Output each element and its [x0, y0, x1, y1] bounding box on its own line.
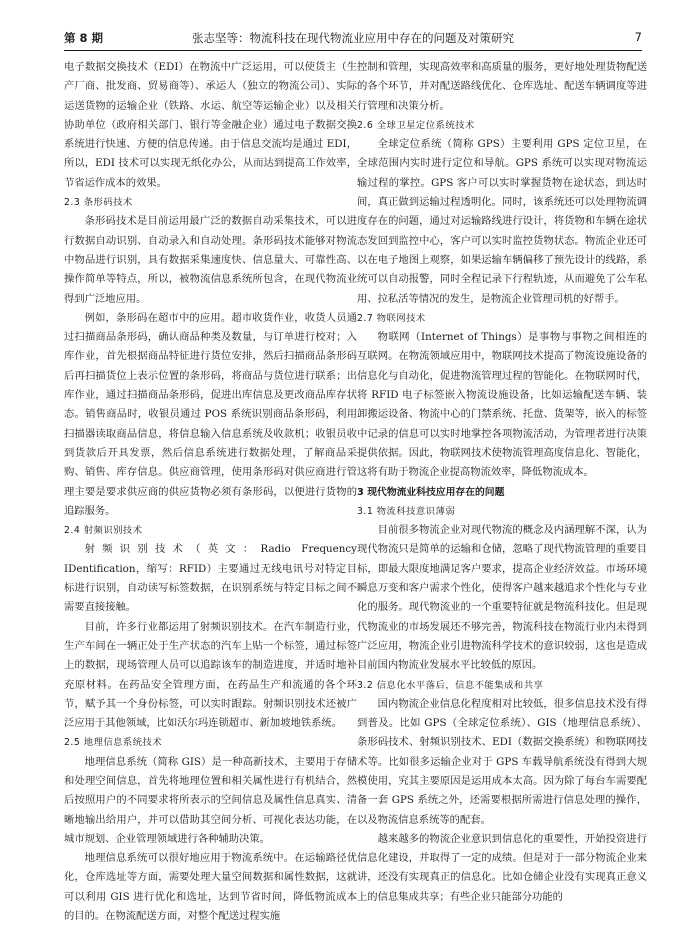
paragraph: 电子数据交换技术（EDI）在物流中广泛运用，可以使货主（生产厂商、批发商、贸易商等）、承运人（独立的物流公司）、实际运送货物的运输企业（铁路、水运、航空等运输企业）以及相关协助单位（政府相关部门、银行等金融企业）通过电子数据交换系统进行快速、方便的信息传递。由于信息交流均是通过 EDI，所以，EDI 技术可以实现无纸化办公，从而达到提高工作效率，节省运作成本的效果。: [64, 61, 357, 189]
right-column: [357, 58, 647, 907]
issue-number: 第 8 期: [64, 31, 104, 45]
paragraph: 国内物流企业信息化程度相对比较低，很多信息技术没有得到普及。比如 GPS（全球定位系统）、GIS（地理信息系统）、条形码技术、射频识别技术、EDI（数据交换系统）和物联网技术等。比如很多运输企业对于 GPS 车载导航系统没有得到大规模使用，究其主要原因是运用成本太高。因为除了每台车需要配备一套 GPS 系统之外，还需要根据所需进行信息处理的操作，以及物流信息系统等的配套。: [357, 697, 647, 826]
paragraph: 越来越多的物流企业意识到信息化的重要性，开始投资进行信息化建设，并取得了一定的成绩。但是对于一部分物流企业来讲，还没有实现真正的信息化。比如仓储企业没有实现真正意义上的信息集成共享；有些企业只能部分功能的: [357, 832, 647, 903]
page-number: 7: [634, 30, 642, 44]
section-heading-2-7: 2.7 物联网技术: [357, 312, 426, 324]
paragraph: 物联网（Internet of Things）是事物与事物之间相连的互联网。在物流领域应用中，物联网技术提高了物流设施设备的信息化与自动化，促进物流管理过程的智能化。在物联网时代，将 RFID 电子标签嵌入物流设施设备，比如运输配送车辆、装卸搬运设备、物流中心的门禁系统、托盘、货架等，嵌入的标签中记录的信息可以实时地掌控各项物流活动，为管理者进行决策提供依据。因此，物联网技术使物流管理高度信息化、智能化，这将有助于物流企业提高物流效率，降低物流成本。: [357, 331, 647, 479]
section-heading-2-3: 2.3 条形码技术: [64, 197, 133, 209]
section-heading-3: 3 现代物流业科技应用存在的问题: [357, 486, 505, 498]
paragraph: 射频识别技术（英文：Radio Frequency IDentification，缩写：RFID）主要通过无线电讯号对特定目标进行识别，自动读写标签数据，在识别系统与特定目标之间不需要直接接触。: [64, 543, 357, 614]
section-heading-2-4: 2.4 射频识别技术: [64, 525, 143, 537]
running-header: [64, 24, 642, 51]
section-heading-3-2: 3.2 信息化水平落后，信息不能集成和共享: [357, 679, 544, 691]
paragraph: 目前很多物流企业对现代物流的概念及内涵理解不深，认为现代物流只是简单的运输和仓储，忽略了现代物流管理的重要目标，即最大限度地满足客户要求，提高企业经济效益。市场环境瞬息万变和客户需求个性化，使得客户越来越追求个性化与专业化的服务。现代物流业的一个重要特征就是物流科技化。但是现代物流业的市场发展还不够完善，物流科技在物流行业内未得到广泛应用，物流企业引进物流科学技术的意识较弱，这也是造成目前国内物流业发展水平比较低的原因。: [357, 524, 647, 672]
paragraph: 地理信息系统可以很好地应用于物流系统中。在运输路径优化，仓库选址等方面，需要处理大量空间数据和属性数据，这就可以利用 GIS 进行优化和选址，达到节省时间，降低物流成本的目的。在物流配送方面，对整个配送过程实施: [64, 852, 357, 923]
paragraph: 条形码技术是目前运用最广泛的数据自动采集技术，可以进行数据自动识别、自动录入和自动处理。条形码技术能够对物流中物品进行识别，具有数据采集速度快、信息量大、可靠性高、操作简单等特点，所以，被物流信息系统所包含，在现代物流业得到广泛地应用。: [64, 215, 357, 305]
section-heading-2-5: 2.5 地理信息系统技术: [64, 737, 163, 749]
paragraph: 地理信息系统（简称 GIS）是一种高新技术，主要用于存储和处理空间信息，首先将地理位置和相关属性进行有机结合，然后按照用户的不同要求将所表示的空间信息及属性信息真实、清晰地输出给用户，并可以借助其空间分析、可视化表达功能，在城市规划、企业管理领域进行各种辅助决策。: [64, 755, 357, 845]
paragraph: 控制和管理，实现高效率和高质量的服务，更好地处理货物配送的各个环节，并对配送路线优化、仓库选址、配送车辆调度等进行管理和决策分析。: [357, 61, 647, 112]
running-title: 张志坚等：物流科技在现代物流业应用中存在的问题及对策研究: [192, 31, 514, 45]
paragraph: 全球定位系统（简称 GPS）主要利用 GPS 定位卫星，在全球范围内实时进行定位和导航。GPS 系统可以实现对物流运输过程的掌控。GPS 客户可以实时掌握货物在途状态，到达时间，真正做到运输过程透明化。同时，该系统还可以处理物流调度存在的问题，通过对运输路线进行设计，将货物和车辆在途状态发回到监控中心，客户可以实时监控货物状态。物流企业还可以在电子地图上观察，如果运输车辆偏移了预先设计的线路，系统可以自动报警，同时全程记录下行程轨迹，从而避免了公车私用、拉私活等情况的发生，是物流企业管理司机的好帮手。: [357, 138, 647, 305]
paragraph: 例如，条形码在超市中的应用。超市收货作业，收货人员通过扫描商品条形码，确认商品种类及数量，与订单进行校对；入库作业，首先根据商品特征进行货位安排，然后扫描商品条形码后再扫描货位上表示位置的条形码，将商品与货位进行联系；出库作业，通过扫描商品条形码，促进出库信息及更改商品库存状态。销售商品时，收银员通过 POS 系统识别商品条形码，利用扫描器读取商品信息，将信息输入信息系统及收款机；收银员收到货款后开具发票，然后信息系统进行数据处理，了解商品采购、销售、库存信息。供应商管理，使用条形码对供应商进行管理主要是要求供应商的供应货物必须有条形码，以便进行货物的追踪服务。: [64, 311, 357, 517]
section-heading-3-1: 3.1 物流科技意识薄弱: [357, 505, 456, 517]
paragraph: 目前，许多行业都运用了射频识别技术。在汽车制造行业，生产车间在一辆正处于生产状态的汽车上贴一个标签，通过标签上的数据，现场管理人员可以追踪该车的制造进度，并适时地补充原材料。在药品安全管理方面，在药品生产和流通的各个环节，赋予其一个身份标签，可以实时跟踪。射频识别技术还被广泛应用于其他领域，比如沃尔玛连锁超市、新加坡地铁系统。: [64, 620, 357, 730]
left-column: [64, 58, 357, 926]
section-heading-2-6: 2.6 全球卫星定位系统技术: [357, 119, 475, 131]
